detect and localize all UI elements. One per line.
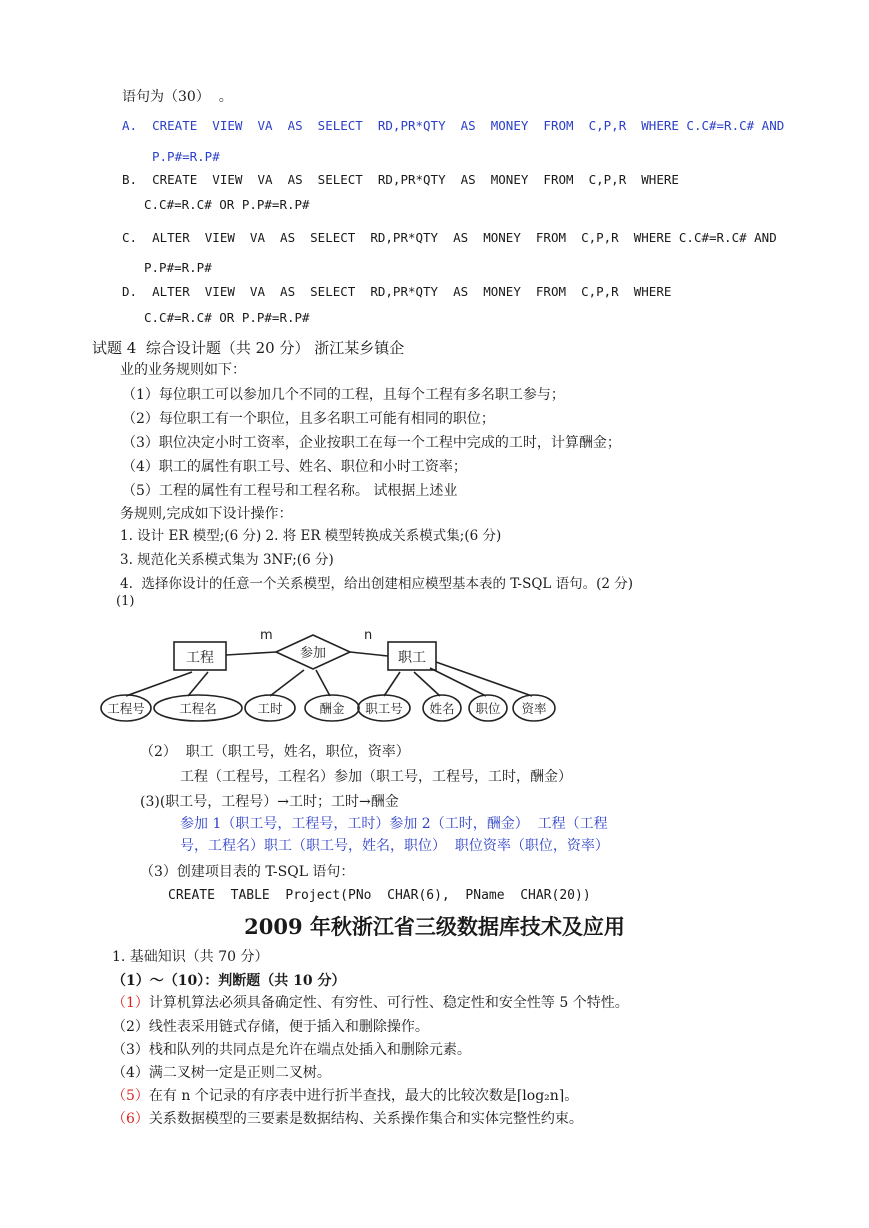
judge-item-4-number: （4） [112, 1065, 149, 1081]
judge-item-3-number: （3） [112, 1042, 149, 1058]
attr-name: 姓名 [429, 701, 455, 716]
judge-item-1-text: 计算机算法必须具备确定性、有穷性、可行性、稳定性和安全性等 5 个特性。 [148, 995, 629, 1011]
option-a-line2: P.P#=R.P# [152, 149, 220, 164]
cardinality-m: m [260, 628, 273, 643]
er-diagram [96, 622, 566, 732]
judge-item-3-text: 栈和队列的共同点是允许在端点处插入和删除元素。 [148, 1042, 471, 1058]
judge-item-4 [112, 1064, 331, 1082]
option-c-line2: P.P#=R.P# [144, 260, 212, 275]
judge-item-2-text: 线性表采用链式存储，便于插入和删除操作。 [148, 1019, 429, 1035]
option-b-line1: B. CREATE VIEW VA AS SELECT RD,PR*QTY AS MONEY FROM C,P,R WHERE [122, 172, 679, 187]
attr-rate: 资率 [521, 701, 547, 716]
entity-employee-label: 职工 [398, 650, 426, 666]
rule-5: （5）工程的属性有工程号和工程名称。 试根据上述业 [122, 483, 458, 499]
rule-3: （3）职位决定小时工资率，企业按职工在每一个工程中完成的工时，计算酬金； [122, 435, 621, 451]
answer-2-employee: （2） 职工（职工号，姓名，职位，资率） [140, 744, 410, 760]
attr-project-name: 工程名 [179, 701, 217, 716]
judge-item-2 [112, 1018, 429, 1036]
rule-4: （4）职工的属性有职工号、姓名、职位和小时工资率； [122, 459, 467, 475]
answer-3-fd: (3)(职工号，工程号）→工时；工时→酬金 [140, 794, 399, 810]
relationship-join-label: 参加 [299, 646, 327, 661]
answer-1-label: (1) [116, 594, 135, 609]
judge-item-4-text: 满二叉树一定是正则二叉树。 [148, 1065, 331, 1081]
answer-4-sql: CREATE TABLE Project(PNo CHAR(6), PName CHAR(20)) [168, 888, 591, 903]
cardinality-n: n [364, 628, 373, 643]
judge-item-6 [112, 1110, 583, 1128]
judge-item-1-number: （1） [112, 995, 149, 1011]
task-4: 4. 选择你设计的任意一个关系模型，给出创建相应模型基本表的 T-SQL 语句。(2 分) [120, 576, 634, 592]
option-d-line1: D. ALTER VIEW VA AS SELECT RD,PR*QTY AS MONEY FROM C,P,R WHERE [122, 284, 672, 299]
option-d-line2: C.C#=R.C# OR P.P#=R.P# [144, 310, 310, 325]
question-4-heading-cont: 业的业务规则如下： [120, 362, 246, 378]
rule-2: （2）每位职工有一个职位，且多名职工可能有相同的职位； [122, 411, 495, 427]
section-title: 2009 年秋浙江省三级数据库技术及应用 [244, 914, 625, 939]
task-3: 3. 规范化关系模式集为 3NF;(6 分) [120, 552, 334, 568]
judge-item-5 [112, 1087, 578, 1105]
answer-2-relations: 工程（工程号，工程名）参加（职工号，工程号，工时，酬金） [180, 769, 572, 785]
attr-hours: 工时 [257, 701, 283, 716]
option-b-line2: C.C#=R.C# OR P.P#=R.P# [144, 197, 310, 212]
judge-item-6-text: 关系数据模型的三要素是数据结构、关系操作集合和实体完整性约束。 [148, 1111, 583, 1127]
answer-3-nf-line1: 参加 1（职工号，工程号，工时）参加 2（工时，酬金） 工程（工程 [180, 816, 608, 832]
attr-employee-no: 职工号 [365, 701, 403, 716]
attr-project-no: 工程号 [107, 701, 145, 716]
entity-project-label: 工程 [186, 650, 214, 666]
question-4-heading: 试题 4 综合设计题（共 20 分） 浙江某乡镇企 [92, 339, 405, 357]
judge-item-3 [112, 1041, 471, 1059]
attr-pay: 酬金 [319, 701, 345, 716]
option-a-line1: A. CREATE VIEW VA AS SELECT RD,PR*QTY AS MONEY FROM C,P,R WHERE C.C#=R.C# AND [122, 118, 785, 133]
judge-section-heading: （1）～（10）：判断题（共 10 分） [112, 973, 346, 989]
answer-3-nf-line2: 号，工程名）职工（职工号，姓名，职位） 职位资率（职位，资率） [180, 838, 609, 854]
basic-knowledge-heading: 1. 基础知识（共 70 分） [112, 949, 269, 965]
judge-item-5-number: （5） [112, 1088, 149, 1104]
question-30-line: 语句为（30） 。 [122, 89, 233, 105]
task-1-2: 1. 设计 ER 模型;(6 分) 2. 将 ER 模型转换成关系模式集;(6 分) [120, 528, 502, 544]
rule-6: 务规则,完成如下设计操作： [120, 506, 293, 522]
option-c-line1: C. ALTER VIEW VA AS SELECT RD,PR*QTY AS MONEY FROM C,P,R WHERE C.C#=R.C# AND [122, 230, 777, 245]
answer-4-heading: （3）创建项目表的 T-SQL 语句： [140, 864, 355, 880]
rule-1: （1）每位职工可以参加几个不同的工程，且每个工程有多名职工参与； [122, 387, 565, 403]
judge-item-5-text: 在有 n 个记录的有序表中进行折半查找，最大的比较次数是⌈log₂n⌉。 [148, 1088, 579, 1104]
judge-item-2-number: （2） [112, 1019, 149, 1035]
attr-position: 职位 [475, 701, 501, 716]
judge-item-1 [112, 994, 629, 1012]
judge-item-6-number: （6） [112, 1111, 149, 1127]
